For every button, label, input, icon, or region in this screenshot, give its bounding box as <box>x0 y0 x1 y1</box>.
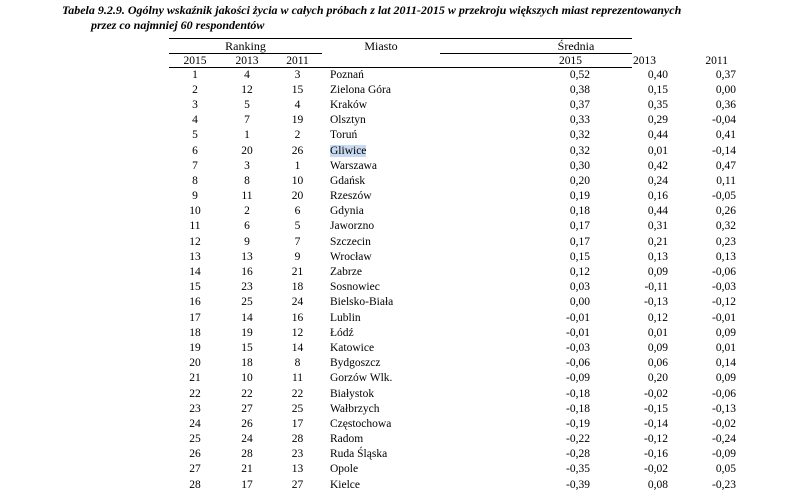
table-row <box>169 340 742 355</box>
cell-city <box>322 158 440 173</box>
cell-mean-2011: -0,01 <box>712 311 736 324</box>
table-caption <box>62 3 752 33</box>
cell-rank-2011: 25 <box>291 402 304 415</box>
cell-rank-2011: 24 <box>291 296 304 309</box>
cell-rank-2013: 12 <box>241 83 253 96</box>
cell-city <box>322 234 440 249</box>
cell-mean-2013: 0,01 <box>647 326 668 339</box>
cell-rank-2015: 14 <box>189 266 201 279</box>
cell-rank-2015: 2 <box>192 83 198 96</box>
cell-mean-2013: -0,11 <box>644 281 668 294</box>
cell-city <box>322 356 440 371</box>
col-rank-2013: 2013 <box>235 55 259 67</box>
cell-mean-2013: 0,15 <box>647 83 668 96</box>
cell-mean-2011: 0,11 <box>716 174 736 187</box>
cell-mean-2013: 0,12 <box>647 311 668 324</box>
cell-rank-2013: 19 <box>241 326 253 339</box>
cell-mean-2015: 0,30 <box>569 159 590 172</box>
table-row <box>169 447 742 462</box>
cell-mean-2011: -0,06 <box>712 387 736 400</box>
city-name: Opole <box>330 463 359 476</box>
cell-rank-2013: 26 <box>241 417 253 430</box>
city-name: Radom <box>330 433 364 446</box>
table-row <box>169 264 742 279</box>
city-name: Katowice <box>330 341 375 354</box>
cell-mean-2011: -0,23 <box>712 478 736 491</box>
city-name: Gliwice <box>330 144 367 157</box>
cell-city <box>322 477 440 492</box>
table-row <box>169 356 742 371</box>
col-mean-2011: 2011 <box>705 55 728 67</box>
cell-rank-2011: 20 <box>291 190 304 203</box>
cell-mean-2015: -0,28 <box>566 448 590 461</box>
cell-rank-2011: 2 <box>294 129 301 142</box>
cell-rank-2013: 16 <box>241 266 253 279</box>
cell-city <box>322 462 440 477</box>
cell-rank-2013: 3 <box>244 159 250 172</box>
col-rank-2015: 2015 <box>183 55 207 67</box>
city-name: Sosnowiec <box>330 281 380 294</box>
cell-rank-2015: 12 <box>189 235 201 248</box>
cell-mean-2011: -0,06 <box>712 266 736 279</box>
cell-mean-2015: -0,06 <box>566 357 590 370</box>
city-name: Wrocław <box>330 250 372 263</box>
cell-mean-2015: -0,22 <box>566 433 590 446</box>
table-row <box>169 325 742 340</box>
city-header: Miasto <box>364 39 398 53</box>
cell-rank-2015: 13 <box>189 250 201 263</box>
table-row <box>169 113 742 128</box>
cell-city <box>322 143 440 158</box>
table-body <box>169 67 742 492</box>
cell-rank-2015: 25 <box>189 433 201 446</box>
cell-rank-2015: 7 <box>192 159 198 172</box>
cell-rank-2013: 4 <box>244 68 250 81</box>
cell-mean-2013: -0,15 <box>644 402 668 415</box>
cell-city <box>322 280 440 295</box>
cell-rank-2013: 20 <box>241 144 253 157</box>
city-name: Szczecin <box>330 235 371 248</box>
cell-mean-2015: 0,12 <box>569 266 590 279</box>
city-name: Kraków <box>330 98 368 111</box>
cell-mean-2013: 0,16 <box>647 190 668 203</box>
col-mean-2015: 2015 <box>559 55 582 67</box>
cell-mean-2011: 0,00 <box>715 83 736 96</box>
cell-mean-2015: -0,18 <box>566 387 590 400</box>
cell-mean-2013: 0,20 <box>647 372 668 385</box>
cell-rank-2013: 27 <box>241 402 253 415</box>
cell-rank-2011: 23 <box>291 448 304 461</box>
cell-mean-2015: -0,01 <box>566 326 590 339</box>
cell-city <box>322 325 440 340</box>
cell-rank-2011: 10 <box>291 174 304 187</box>
city-name: Bydgoszcz <box>330 357 381 370</box>
cell-mean-2013: 0,35 <box>647 98 668 111</box>
cell-mean-2015: 0,00 <box>569 296 590 309</box>
cell-mean-2015: -0,19 <box>566 417 590 430</box>
cell-rank-2013: 21 <box>241 463 253 476</box>
cell-mean-2011: 0,13 <box>715 250 736 263</box>
table-row <box>169 128 742 143</box>
cell-rank-2011: 3 <box>294 68 301 81</box>
cell-rank-2011: 1 <box>294 159 301 172</box>
header-bottom-rule <box>169 67 632 68</box>
cell-mean-2015: 0,18 <box>569 205 590 218</box>
cell-mean-2015: -0,01 <box>566 311 590 324</box>
cell-mean-2013: 0,09 <box>647 341 668 354</box>
table-row <box>169 310 742 325</box>
cell-mean-2013: 0,21 <box>647 235 668 248</box>
cell-city <box>322 249 440 264</box>
cell-rank-2013: 17 <box>241 478 253 491</box>
cell-rank-2015: 3 <box>192 98 198 111</box>
cell-city <box>322 82 440 97</box>
table-row <box>169 234 742 249</box>
cell-rank-2015: 27 <box>189 463 201 476</box>
cell-rank-2015: 24 <box>189 417 201 430</box>
city-name: Poznań <box>330 68 364 81</box>
ranking-underline <box>169 53 322 54</box>
cell-rank-2015: 26 <box>189 448 201 461</box>
cell-mean-2011: 0,01 <box>715 341 736 354</box>
cell-rank-2011: 18 <box>291 281 304 294</box>
table-row <box>169 189 742 204</box>
cell-mean-2013: -0,02 <box>644 387 668 400</box>
cell-rank-2013: 15 <box>241 341 253 354</box>
table-row <box>169 249 742 264</box>
cell-rank-2013: 2 <box>244 205 250 218</box>
cell-city <box>322 340 440 355</box>
cell-rank-2015: 11 <box>189 220 201 233</box>
cell-city <box>322 386 440 401</box>
table-row <box>169 173 742 188</box>
cell-mean-2013: -0,12 <box>644 433 668 446</box>
cell-mean-2013: 0,13 <box>647 250 668 263</box>
caption-line-2: przez co najmniej 60 respondentów <box>91 18 265 32</box>
cell-rank-2015: 4 <box>192 114 198 127</box>
col-city <box>322 55 440 67</box>
cell-city <box>322 128 440 143</box>
cell-rank-2015: 16 <box>189 296 201 309</box>
city-name: Ruda Śląska <box>330 448 388 461</box>
cell-mean-2011: -0,24 <box>712 433 736 446</box>
cell-mean-2013: -0,13 <box>644 296 668 309</box>
cell-city <box>322 416 440 431</box>
table-row <box>169 280 742 295</box>
cell-rank-2013: 7 <box>244 114 250 127</box>
cell-rank-2011: 28 <box>291 433 304 446</box>
table-row <box>169 219 742 234</box>
cell-mean-2015: -0,35 <box>566 463 590 476</box>
table-row <box>169 143 742 158</box>
city-name: Białystok <box>330 387 375 400</box>
table-row <box>169 432 742 447</box>
cell-city <box>322 371 440 386</box>
cell-rank-2015: 23 <box>189 402 201 415</box>
cell-rank-2013: 24 <box>241 433 253 446</box>
cell-rank-2015: 6 <box>192 144 198 157</box>
cell-rank-2013: 1 <box>244 129 250 142</box>
cell-rank-2011: 11 <box>291 372 304 385</box>
cell-rank-2011: 6 <box>294 205 301 218</box>
cell-rank-2015: 15 <box>189 281 201 294</box>
cell-rank-2013: 22 <box>241 387 253 400</box>
cell-rank-2011: 8 <box>294 357 301 370</box>
cell-city <box>322 432 440 447</box>
cell-mean-2013: 0,44 <box>647 205 668 218</box>
cell-mean-2015: 0,19 <box>569 190 590 203</box>
cell-rank-2015: 22 <box>189 387 201 400</box>
cell-rank-2011: 15 <box>291 83 304 96</box>
cell-rank-2013: 25 <box>241 296 253 309</box>
cell-rank-2011: 9 <box>294 250 301 263</box>
cell-city <box>322 204 440 219</box>
table-row <box>169 386 742 401</box>
cell-mean-2015: 0,32 <box>569 129 590 142</box>
cell-rank-2011: 19 <box>291 114 304 127</box>
cell-city <box>322 113 440 128</box>
cell-mean-2013: 0,06 <box>647 357 668 370</box>
cell-city <box>322 264 440 279</box>
cell-city <box>322 295 440 310</box>
city-name: Gorzów Wlk. <box>330 372 393 385</box>
city-name: Olsztyn <box>330 114 366 127</box>
cell-mean-2013: 0,31 <box>647 220 668 233</box>
cell-mean-2011: -0,04 <box>712 114 736 127</box>
cell-rank-2011: 7 <box>294 235 301 248</box>
cell-rank-2011: 16 <box>291 311 304 324</box>
cell-mean-2013: -0,16 <box>644 448 668 461</box>
cell-rank-2011: 13 <box>291 463 304 476</box>
table-row <box>169 82 742 97</box>
cell-mean-2011: -0,12 <box>712 296 736 309</box>
cell-mean-2011: 0,47 <box>715 159 736 172</box>
cell-mean-2011: 0,32 <box>715 220 736 233</box>
city-name: Bielsko-Biała <box>330 296 394 309</box>
cell-rank-2013: 23 <box>241 281 253 294</box>
city-name: Kielce <box>330 478 361 491</box>
cell-city <box>322 67 440 82</box>
city-name: Zielona Góra <box>330 83 391 96</box>
table-row <box>169 462 742 477</box>
cell-city <box>322 189 440 204</box>
cell-mean-2015: -0,09 <box>566 372 590 385</box>
quality-of-life-table <box>169 55 742 492</box>
cell-rank-2013: 10 <box>241 372 253 385</box>
cell-mean-2011: -0,13 <box>712 402 736 415</box>
cell-mean-2011: 0,23 <box>715 235 736 248</box>
table-row <box>169 204 742 219</box>
cell-mean-2011: 0,36 <box>715 98 736 111</box>
city-name: Gdynia <box>330 205 364 218</box>
cell-rank-2011: 14 <box>291 341 304 354</box>
city-name: Częstochowa <box>330 417 392 430</box>
cell-rank-2013: 14 <box>241 311 253 324</box>
cell-rank-2015: 21 <box>189 372 201 385</box>
cell-city <box>322 219 440 234</box>
cell-mean-2011: 0,26 <box>715 205 736 218</box>
table-row <box>169 477 742 492</box>
cell-rank-2015: 20 <box>189 357 201 370</box>
city-name: Wałbrzych <box>330 402 380 415</box>
cell-mean-2013: 0,40 <box>647 68 668 81</box>
cell-rank-2011: 17 <box>291 417 304 430</box>
cell-mean-2011: -0,09 <box>712 448 736 461</box>
cell-mean-2013: 0,42 <box>647 159 668 172</box>
cell-city <box>322 173 440 188</box>
cell-rank-2013: 5 <box>244 98 250 111</box>
city-name: Rzeszów <box>330 190 372 203</box>
cell-mean-2013: 0,29 <box>647 114 668 127</box>
city-name: Gdańsk <box>330 174 366 187</box>
cell-rank-2011: 22 <box>291 387 304 400</box>
cell-mean-2015: 0,37 <box>569 98 590 111</box>
cell-mean-2013: 0,08 <box>647 478 668 491</box>
cell-mean-2011: 0,09 <box>715 326 736 339</box>
cell-city <box>322 447 440 462</box>
cell-mean-2011: 0,05 <box>715 463 736 476</box>
cell-rank-2011: 12 <box>291 326 304 339</box>
cell-mean-2015: -0,39 <box>566 478 590 491</box>
cell-mean-2013: 0,24 <box>647 174 668 187</box>
city-name: Lublin <box>330 311 361 324</box>
cell-rank-2013: 13 <box>241 250 253 263</box>
table-row <box>169 371 742 386</box>
city-name: Toruń <box>330 129 358 142</box>
cell-mean-2015: 0,03 <box>569 281 590 294</box>
cell-rank-2015: 5 <box>192 129 198 142</box>
cell-mean-2015: 0,52 <box>569 68 590 81</box>
mean-underline <box>440 53 632 54</box>
cell-mean-2015: 0,38 <box>569 83 590 96</box>
cell-mean-2015: 0,32 <box>569 144 590 157</box>
cell-rank-2011: 5 <box>294 220 301 233</box>
cell-rank-2011: 27 <box>291 478 304 491</box>
cell-rank-2011: 21 <box>291 266 304 279</box>
table-row <box>169 401 742 416</box>
cell-mean-2015: 0,15 <box>569 250 590 263</box>
cell-rank-2013: 6 <box>244 220 250 233</box>
cell-rank-2011: 26 <box>291 144 304 157</box>
cell-rank-2013: 18 <box>241 357 253 370</box>
col-mean-2013: 2013 <box>633 55 656 67</box>
col-rank-2011: 2011 <box>286 55 309 67</box>
cell-rank-2015: 19 <box>189 341 201 354</box>
cell-city <box>322 401 440 416</box>
cell-rank-2013: 11 <box>241 190 253 203</box>
cell-mean-2013: -0,02 <box>644 463 668 476</box>
cell-mean-2011: -0,03 <box>712 281 736 294</box>
city-name: Zabrze <box>330 266 362 279</box>
cell-mean-2011: 0,14 <box>715 357 736 370</box>
cell-mean-2011: -0,02 <box>712 417 736 430</box>
cell-mean-2011: 0,37 <box>715 68 736 81</box>
table-row <box>169 67 742 82</box>
cell-rank-2015: 28 <box>189 478 201 491</box>
cell-mean-2013: 0,01 <box>647 144 668 157</box>
table-row <box>169 416 742 431</box>
cell-mean-2013: 0,09 <box>647 266 668 279</box>
city-name: Warszawa <box>330 159 377 172</box>
cell-rank-2015: 17 <box>189 311 201 324</box>
table-row <box>169 295 742 310</box>
cell-rank-2015: 1 <box>192 68 198 81</box>
cell-city <box>322 97 440 112</box>
cell-mean-2015: 0,33 <box>569 114 590 127</box>
table-row <box>169 158 742 173</box>
cell-rank-2013: 28 <box>241 448 253 461</box>
cell-rank-2015: 8 <box>192 174 198 187</box>
cell-mean-2015: 0,20 <box>569 174 590 187</box>
cell-mean-2011: 0,09 <box>715 372 736 385</box>
cell-mean-2015: -0,18 <box>566 402 590 415</box>
cell-mean-2015: 0,17 <box>569 220 590 233</box>
caption-line-1: Tabela 9.2.9. Ogólny wskaźnik jakości życia w całych próbach z lat 2011-2015 w przekroju większych miast reprezentowanych <box>62 3 682 17</box>
city-name: Łódź <box>330 326 354 339</box>
cell-rank-2015: 18 <box>189 326 201 339</box>
cell-rank-2013: 9 <box>244 235 250 248</box>
cell-mean-2011: 0,41 <box>715 129 736 142</box>
cell-rank-2015: 10 <box>189 205 201 218</box>
cell-rank-2013: 8 <box>244 174 250 187</box>
year-header-row <box>169 55 742 67</box>
ranking-group-header: Ranking <box>225 39 266 53</box>
mean-group-header: Średnia <box>557 39 595 53</box>
table-row <box>169 97 742 112</box>
cell-mean-2013: 0,44 <box>647 129 668 142</box>
cell-rank-2011: 4 <box>294 98 301 111</box>
cell-mean-2013: -0,14 <box>644 417 668 430</box>
city-name: Jaworzno <box>330 220 375 233</box>
cell-mean-2015: -0,03 <box>566 341 590 354</box>
cell-mean-2011: -0,05 <box>712 190 736 203</box>
cell-city <box>322 310 440 325</box>
cell-mean-2011: -0,14 <box>712 144 736 157</box>
cell-mean-2015: 0,17 <box>569 235 590 248</box>
cell-rank-2015: 9 <box>192 190 198 203</box>
